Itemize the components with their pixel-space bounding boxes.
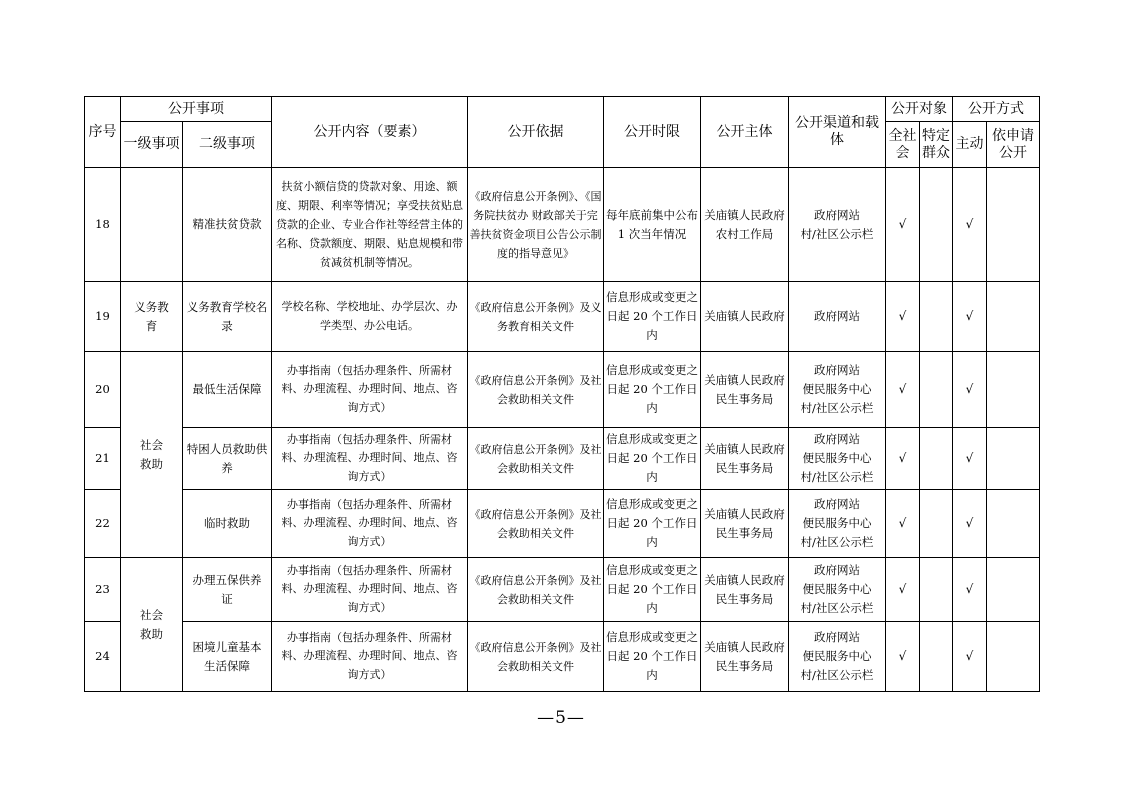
row-basis: 《政府信息公开条例》及社会救助相关文件 xyxy=(468,622,604,692)
table-row xyxy=(85,428,1040,490)
row-subject: 关庙镇人民政府民生事务局 xyxy=(701,558,789,622)
row-level2: 精准扶贫贷款 xyxy=(183,168,272,282)
row-time-limit: 每年底前集中公布 1 次当年情况 xyxy=(604,168,701,282)
row-on-request-check xyxy=(987,352,1040,428)
row-seq: 22 xyxy=(85,490,121,558)
row-seq: 18 xyxy=(85,168,121,282)
row-content: 扶贫小额信贷的贷款对象、用途、额度、期限、利率等情况；享受扶贫贴息贷款的企业、专业合作社等经营主体的名称、贷款额度、期限、贴息规模和带贫减贫机制等情况。 xyxy=(272,168,468,282)
row-time-limit: 信息形成或变更之日起 20 个工作日内 xyxy=(604,282,701,352)
group-compulsory-education: 义务教育 xyxy=(121,282,183,352)
row-on-request-check xyxy=(987,558,1040,622)
header-on-request: 依申请公开 xyxy=(987,122,1040,168)
row-seq: 20 xyxy=(85,352,121,428)
row-subject: 关庙镇人民政府民生事务局 xyxy=(701,428,789,490)
row-level2: 困境儿童基本生活保障 xyxy=(183,622,272,692)
row-on-request-check xyxy=(987,282,1040,352)
row-level2: 办理五保供养证 xyxy=(183,558,272,622)
table-row xyxy=(85,490,1040,558)
row-all-society-check: √ xyxy=(886,352,920,428)
row-content: 办事指南（包括办理条件、所需材料、办理流程、办理时间、地点、咨询方式） xyxy=(272,490,468,558)
row-content: 办事指南（包括办理条件、所需材料、办理流程、办理时间、地点、咨询方式） xyxy=(272,428,468,490)
row-time-limit: 信息形成或变更之日起 20 个工作日内 xyxy=(604,428,701,490)
row-channel: 政府网站 便民服务中心 村/社区公示栏 xyxy=(789,558,886,622)
row-subject: 关庙镇人民政府农村工作局 xyxy=(701,168,789,282)
row-all-society-check: √ xyxy=(886,168,920,282)
header-subject: 公开主体 xyxy=(701,97,789,168)
row-seq: 24 xyxy=(85,622,121,692)
table-row xyxy=(85,282,1040,352)
row-active-check: √ xyxy=(953,352,987,428)
row-basis: 《政府信息公开条例》及义务教育相关文件 xyxy=(468,282,604,352)
row-active-check: √ xyxy=(953,622,987,692)
row-level2: 临时救助 xyxy=(183,490,272,558)
header-level2: 二级事项 xyxy=(183,122,272,168)
group-social-assistance-a: 社会救助 xyxy=(121,352,183,558)
table-row xyxy=(85,622,1040,692)
header-method-group: 公开方式 xyxy=(953,97,1040,122)
row-basis: 《政府信息公开条例》、《国务院扶贫办 财政部关于完善扶贫资金项目公告公示制度的指导意见》 xyxy=(468,168,604,282)
header-item-group: 公开事项 xyxy=(121,97,272,122)
row-on-request-check xyxy=(987,428,1040,490)
row-specific-group-check xyxy=(920,282,953,352)
row-subject: 关庙镇人民政府民生事务局 xyxy=(701,352,789,428)
row-specific-group-check xyxy=(920,622,953,692)
row-time-limit: 信息形成或变更之日起 20 个工作日内 xyxy=(604,558,701,622)
row-seq: 21 xyxy=(85,428,121,490)
row-all-society-check: √ xyxy=(886,282,920,352)
row-specific-group-check xyxy=(920,558,953,622)
row-channel: 政府网站 便民服务中心 村/社区公示栏 xyxy=(789,622,886,692)
header-time-limit: 公开时限 xyxy=(604,97,701,168)
row-specific-group-check xyxy=(920,490,953,558)
page-number: —5— xyxy=(537,708,585,728)
row-content: 办事指南（包括办理条件、所需材料、办理流程、办理时间、地点、咨询方式） xyxy=(272,352,468,428)
row-specific-group-check xyxy=(920,352,953,428)
row-channel: 政府网站 便民服务中心 村/社区公示栏 xyxy=(789,428,886,490)
row-level2: 最低生活保障 xyxy=(183,352,272,428)
table-row xyxy=(85,352,1040,428)
row-level2: 义务教育学校名录 xyxy=(183,282,272,352)
row-seq: 19 xyxy=(85,282,121,352)
header-seq: 序号 xyxy=(85,97,121,168)
header-all-society: 全社会 xyxy=(886,122,920,168)
disclosure-table xyxy=(84,96,1040,692)
row-active-check: √ xyxy=(953,490,987,558)
row-all-society-check: √ xyxy=(886,428,920,490)
row-channel: 政府网站 村/社区公示栏 xyxy=(789,168,886,282)
row-on-request-check xyxy=(987,622,1040,692)
row-basis: 《政府信息公开条例》及社会救助相关文件 xyxy=(468,490,604,558)
row-time-limit: 信息形成或变更之日起 20 个工作日内 xyxy=(604,352,701,428)
row-specific-group-check xyxy=(920,428,953,490)
table-row xyxy=(85,558,1040,622)
row-active-check: √ xyxy=(953,428,987,490)
row-all-society-check: √ xyxy=(886,490,920,558)
header-basis: 公开依据 xyxy=(468,97,604,168)
row-channel: 政府网站 xyxy=(789,282,886,352)
row-all-society-check: √ xyxy=(886,558,920,622)
row-content: 办事指南（包括办理条件、所需材料、办理流程、办理时间、地点、咨询方式） xyxy=(272,622,468,692)
row-subject: 关庙镇人民政府民生事务局 xyxy=(701,622,789,692)
header-target-group: 公开对象 xyxy=(886,97,953,122)
row-basis: 《政府信息公开条例》及社会救助相关文件 xyxy=(468,558,604,622)
row-seq: 23 xyxy=(85,558,121,622)
row-level2: 特困人员救助供养 xyxy=(183,428,272,490)
row-time-limit: 信息形成或变更之日起 20 个工作日内 xyxy=(604,490,701,558)
row-active-check: √ xyxy=(953,558,987,622)
row-specific-group-check xyxy=(920,168,953,282)
header-active: 主动 xyxy=(953,122,987,168)
header-channel: 公开渠道和载体 xyxy=(789,97,886,168)
row-channel: 政府网站 便民服务中心 村/社区公示栏 xyxy=(789,352,886,428)
header-specific-group: 特定群众 xyxy=(920,122,953,168)
header-content: 公开内容（要素） xyxy=(272,97,468,168)
row-basis: 《政府信息公开条例》及社会救助相关文件 xyxy=(468,352,604,428)
row-basis: 《政府信息公开条例》及社会救助相关文件 xyxy=(468,428,604,490)
row-on-request-check xyxy=(987,168,1040,282)
row-active-check: √ xyxy=(953,282,987,352)
row-channel: 政府网站 便民服务中心 村/社区公示栏 xyxy=(789,490,886,558)
row-content: 学校名称、学校地址、办学层次、办学类型、办公电话。 xyxy=(272,282,468,352)
row-subject: 关庙镇人民政府 xyxy=(701,282,789,352)
table-row xyxy=(85,168,1040,282)
row-content: 办事指南（包括办理条件、所需材料、办理流程、办理时间、地点、咨询方式） xyxy=(272,558,468,622)
group-social-assistance-b: 社会救助 xyxy=(121,558,183,692)
row-level1 xyxy=(121,168,183,282)
row-all-society-check: √ xyxy=(886,622,920,692)
row-on-request-check xyxy=(987,490,1040,558)
row-active-check: √ xyxy=(953,168,987,282)
row-time-limit: 信息形成或变更之日起 20 个工作日内 xyxy=(604,622,701,692)
header-level1: 一级事项 xyxy=(121,122,183,168)
row-subject: 关庙镇人民政府民生事务局 xyxy=(701,490,789,558)
